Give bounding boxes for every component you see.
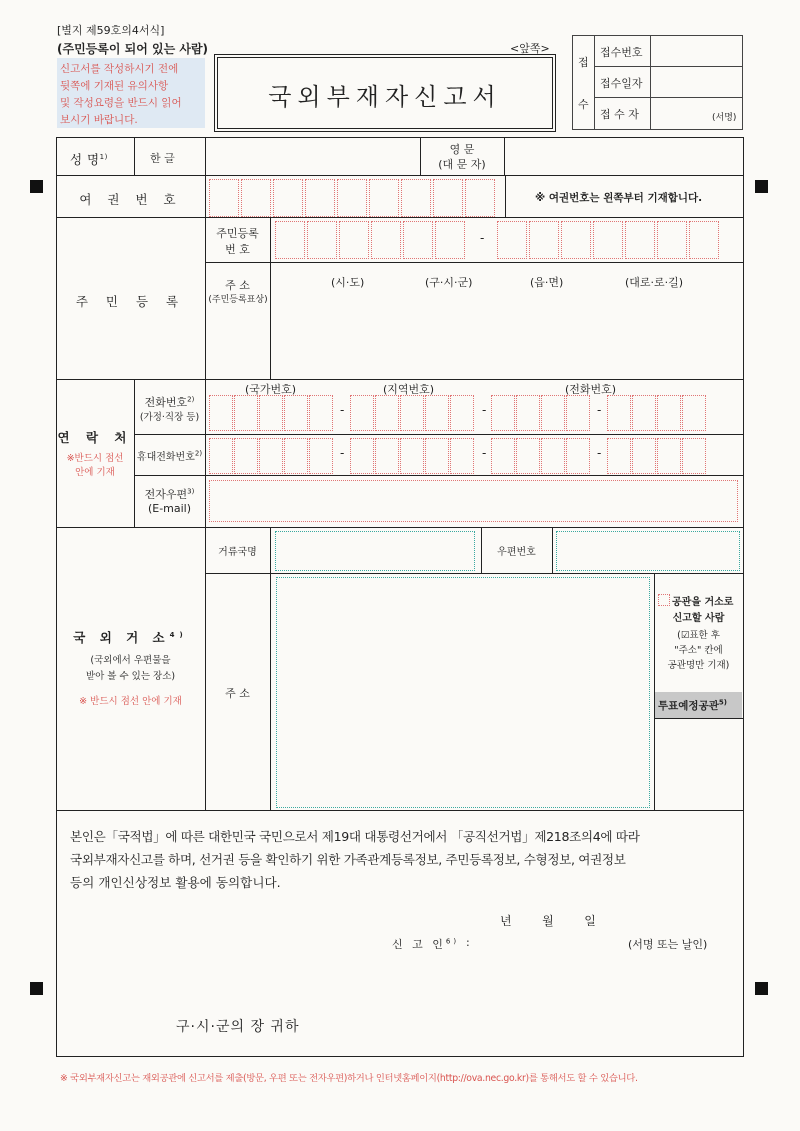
rrn-digit-cell[interactable] [275,221,305,259]
separator-dash: - [340,446,345,460]
phone-digit-cell[interactable] [491,395,515,431]
addr-part-road: (대로·로·길) [625,276,684,289]
overseas-address-label: 주 소 [225,687,250,700]
rrn-digit-cell[interactable] [371,221,401,259]
name-label: 성 명$^{1)}$ [70,152,108,167]
registration-mark-top-right [755,180,768,193]
phone-digit-cell[interactable] [350,395,374,431]
rrn-digit-cell[interactable] [625,221,655,259]
phone-digit-cell[interactable] [400,395,424,431]
declaration-line-2: 국외부재자신고를 하며, 선거권 등을 확인하기 위한 가족관계등록정보, 주민등록정보, 수형정보, 여권정보 [70,852,626,867]
consulate-line-4: "주소" 칸에 [674,645,723,656]
mobile-label: 휴대전화번호$^{2)}$ [136,449,203,463]
phone-digit-cell[interactable] [632,395,656,431]
notice-line-1: 신고서를 작성하시기 전에 [60,63,179,75]
overseas-sub-2: 받아 볼 수 있는 장소) [85,671,176,682]
receipt-number-label: 접수번호 [600,46,643,59]
english-name-label-bottom: (대 문 자) [438,158,486,171]
phone-digit-cell[interactable] [541,438,565,474]
receipt-date-label: 접수일자 [600,77,643,90]
rrn-label-bottom: 번 호 [225,243,250,256]
phone-digit-cell[interactable] [284,395,308,431]
phone-number-head: (전화번호) [565,383,617,396]
footer-note: ※ 국외부재자신고는 재외공관에 신고서를 제출(방문, 우편 또는 전자우편)하거나 인터넷홈페이지(http://ova.nec.go.kr)를 통해서도 할 수 있습니다. [60,1073,638,1084]
phone-digit-cell[interactable] [516,438,540,474]
consulate-line-1: 공관을 거소로 [672,597,734,608]
resident-address-field[interactable] [271,292,741,378]
rrn-digit-cell[interactable] [307,221,337,259]
addressee: 구·시·군의 장 귀하 [176,1019,300,1035]
phone-digit-cell[interactable] [491,438,515,474]
passport-digit-cell[interactable] [401,179,431,217]
phone-digit-cell[interactable] [425,395,449,431]
form-number: [별지 제59호의4서식] [57,24,165,37]
overseas-label: 국 외 거 소$^{4)}$ [73,630,188,645]
phone-digit-cell[interactable] [682,438,706,474]
email-label-top: 전자우편$^{3)}$ [144,487,195,501]
rrn-dash: - [480,231,485,245]
email-label-bottom: (E-mail) [147,502,192,515]
country-label: 거류국명 [218,547,257,558]
passport-digit-cell[interactable] [241,179,271,217]
date-line: 년 월 일 [500,914,596,928]
notice-line-4: 보시기 바랍니다. [60,114,138,126]
passport-note: ※ 여권번호는 왼쪽부터 기재합니다. [535,192,703,204]
postal-field[interactable] [556,531,740,571]
receiver-label: 접 수 자 [600,108,639,121]
consulate-checkbox[interactable] [658,594,670,606]
passport-digit-cell[interactable] [305,179,335,217]
phone-digit-cell[interactable] [284,438,308,474]
rrn-digit-cell[interactable] [657,221,687,259]
phone-label-bottom: (가정·직장 등) [139,412,200,423]
registration-mark-bottom-right [755,982,768,995]
overseas-address-field[interactable] [276,577,650,808]
phone-digit-cell[interactable] [607,438,631,474]
phone-digit-cell[interactable] [209,438,233,474]
form-subject: (주민등록이 되어 있는 사람) [57,42,209,56]
resident-label: 주 민 등 록 [75,294,186,309]
rrn-digit-cell[interactable] [529,221,559,259]
english-name-label-top: 영 문 [449,143,475,156]
passport-digit-cell[interactable] [337,179,367,217]
passport-digit-cell[interactable] [433,179,463,217]
sign-label: (서명 또는 날인) [628,938,708,951]
phone-digit-cell[interactable] [632,438,656,474]
country-code-head: (국가번호) [245,383,297,396]
postal-label: 우편번호 [497,547,536,558]
address-label-top: 주 소 [225,279,250,292]
korean-name-field[interactable] [206,138,419,174]
contact-note-top: ※반드시 점선 [66,453,124,464]
phone-digit-cell[interactable] [607,395,631,431]
voting-consulate-field[interactable] [655,720,742,809]
declaration-line-3: 등의 개인신상정보 활용에 동의합니다. [70,875,281,890]
address-label-bottom: (주민등록표상) [208,295,268,305]
contact-label: 연 락 처 [57,430,133,445]
phone-digit-cell[interactable] [259,395,283,431]
rrn-digit-cell[interactable] [435,221,465,259]
english-name-field[interactable] [505,138,741,174]
registration-mark-bottom-left [30,982,43,995]
rrn-digit-cell[interactable] [403,221,433,259]
phone-digit-cell[interactable] [657,438,681,474]
phone-digit-cell[interactable] [350,438,374,474]
receipt-label-top: 접 [578,56,589,69]
phone-digit-cell[interactable] [657,395,681,431]
addr-part-town: (읍·면) [530,276,564,289]
registration-mark-top-left [30,180,43,193]
applicant-colon: : [466,936,470,949]
receipt-label-bottom: 수 [578,98,589,111]
rrn-digit-cell[interactable] [561,221,591,259]
rrn-digit-cell[interactable] [689,221,719,259]
applicant-field[interactable] [480,930,620,952]
consulate-line-2: 신고할 사람 [672,613,725,624]
country-field[interactable] [275,531,475,571]
passport-label: 여 권 번 호 [79,192,182,207]
separator-dash: - [482,403,487,417]
phone-digit-cell[interactable] [450,395,474,431]
consulate-line-3: (☑표한 후 [677,630,720,641]
overseas-note: ※ 반드시 점선 안에 기재 [79,696,182,707]
separator-dash: - [482,446,487,460]
separator-dash: - [597,446,602,460]
consulate-line-5: 공관명만 기재) [667,660,730,671]
notice-line-3: 및 작성요령을 반드시 읽어 [60,97,182,109]
form-title: 국외부재자신고서 [268,83,502,111]
phone-digit-cell[interactable] [375,395,399,431]
separator-dash: - [597,403,602,417]
phone-digit-cell[interactable] [566,395,590,431]
phone-digit-cell[interactable] [259,438,283,474]
email-field[interactable] [209,480,738,522]
voting-consulate-label: 투표예정공관$^{5)}$ [658,698,727,712]
passport-digit-cell[interactable] [369,179,399,217]
phone-digit-cell[interactable] [516,395,540,431]
rrn-digit-cell[interactable] [497,221,527,259]
declaration-line-1: 본인은「국적법」에 따른 대한민국 국민으로서 제19대 대통령선거에서 「공직선거법」제218조의4에 따라 [70,829,640,844]
applicant-label: 신 고 인$^{6)}$ [392,937,460,951]
phone-label-top: 전화번호$^{2)}$ [144,395,195,409]
phone-digit-cell[interactable] [400,438,424,474]
phone-digit-cell[interactable] [309,438,333,474]
addr-part-district: (구·시·군) [425,276,473,289]
phone-digit-cell[interactable] [309,395,333,431]
receiver-sign-label: (서명) [712,113,737,123]
area-code-head: (지역번호) [383,383,435,396]
passport-digit-cell[interactable] [273,179,303,217]
phone-digit-cell[interactable] [566,438,590,474]
phone-digit-cell[interactable] [682,395,706,431]
phone-digit-cell[interactable] [234,395,258,431]
korean-name-label: 한 글 [150,152,175,165]
contact-note-bottom: 안에 기재 [75,467,115,478]
addr-part-city: (시·도) [331,276,365,289]
rrn-label-top: 주민등록 [216,227,259,240]
passport-digit-cell[interactable] [209,179,239,217]
rrn-digit-cell[interactable] [593,221,623,259]
phone-digit-cell[interactable] [541,395,565,431]
phone-digit-cell[interactable] [375,438,399,474]
separator-dash: - [340,403,345,417]
phone-digit-cell[interactable] [425,438,449,474]
phone-digit-cell[interactable] [209,395,233,431]
notice-line-2: 뒷쪽에 기재된 유의사항 [60,80,169,92]
phone-digit-cell[interactable] [450,438,474,474]
rrn-digit-cell[interactable] [339,221,369,259]
passport-digit-cell[interactable] [465,179,495,217]
phone-digit-cell[interactable] [234,438,258,474]
overseas-sub-1: (국외에서 우편물을 [90,655,171,666]
front-page-label: <앞쪽> [510,42,550,55]
